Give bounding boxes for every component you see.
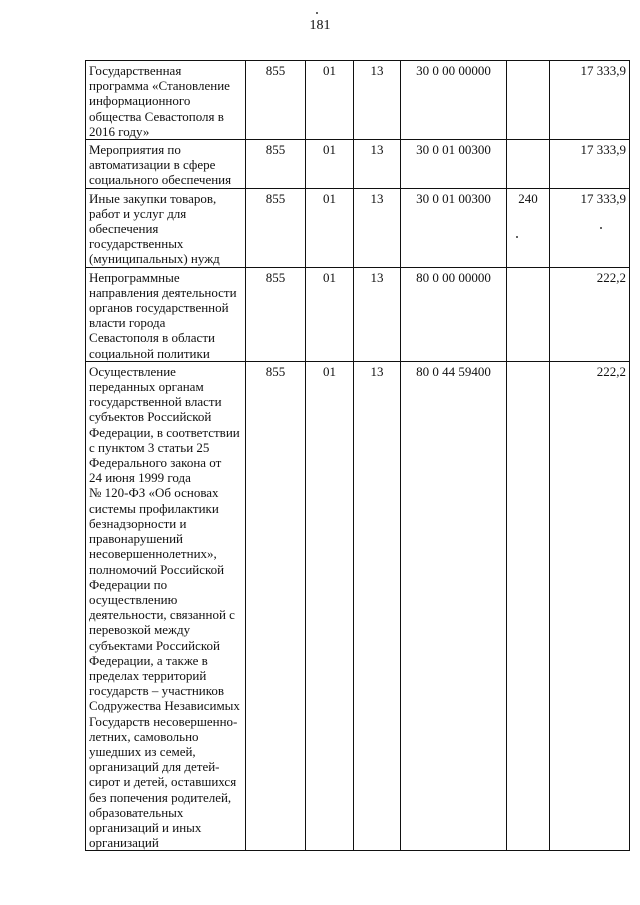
section-code: 01 (306, 61, 354, 140)
target-article-code: 80 0 44 59400 (401, 361, 507, 851)
row-name: Осуществление переданных органам государственной власти субъектов Российской Федерации, в соответствии с пунктом 3 статьи 25 Федерального закона от 24 июня 1999 года № 120-ФЗ «Об основах системы профилактики безнадзорности и правонарушений несовершеннолетних», полномочий Российской Федерации по осуществлению деятельности, связанной с перевозкой между субъектами Российской Федерации, а также в пределах территорий государств – участников Содружества Независимых Государств несовершенно- летних, самовольно ушедших из семей, организаций для детей- сирот и детей, оставшихся без попечения родителей, образовательных организаций и иных организаций (86, 361, 246, 851)
amount: 17 333,9 (550, 140, 630, 189)
section-code: 01 (306, 361, 354, 851)
subsection-code: 13 (354, 61, 401, 140)
table-row (86, 267, 630, 361)
subsection-code: 13 (354, 188, 401, 267)
ministry-code: 855 (246, 61, 306, 140)
subsection-code: 13 (354, 140, 401, 189)
scan-speck (600, 227, 602, 229)
target-article-code: 30 0 00 00000 (401, 61, 507, 140)
page-number: 181 (309, 18, 331, 33)
amount: 17 333,9 (550, 188, 630, 267)
expense-type-code (507, 267, 550, 361)
table-row (86, 61, 630, 140)
table-row (86, 188, 630, 267)
row-name: Мероприятия по автоматизации в сфере социального обеспечения (86, 140, 246, 189)
expense-type-code: 240 (507, 188, 550, 267)
row-name: Непрограммные направления деятельности органов государственной власти города Севастополя в области социальной политики (86, 267, 246, 361)
section-code: 01 (306, 267, 354, 361)
table-row (86, 140, 630, 189)
ministry-code: 855 (246, 140, 306, 189)
scan-speck (516, 236, 518, 238)
subsection-code: 13 (354, 267, 401, 361)
row-name: Государственная программа «Становление информационного общества Севастополя в 2016 году» (86, 61, 246, 140)
budget-table (85, 60, 630, 851)
expense-type-code (507, 61, 550, 140)
subsection-code: 13 (354, 361, 401, 851)
ministry-code: 855 (246, 361, 306, 851)
target-article-code: 80 0 00 00000 (401, 267, 507, 361)
scan-speck (316, 12, 318, 14)
amount: 222,2 (550, 361, 630, 851)
amount: 17 333,9 (550, 61, 630, 140)
table-row (86, 361, 630, 851)
amount: 222,2 (550, 267, 630, 361)
target-article-code: 30 0 01 00300 (401, 188, 507, 267)
row-name: Иные закупки товаров, работ и услуг для обеспечения государственных (муниципальных) нужд (86, 188, 246, 267)
expense-type-code (507, 140, 550, 189)
ministry-code: 855 (246, 267, 306, 361)
section-code: 01 (306, 140, 354, 189)
expense-type-code (507, 361, 550, 851)
ministry-code: 855 (246, 188, 306, 267)
target-article-code: 30 0 01 00300 (401, 140, 507, 189)
section-code: 01 (306, 188, 354, 267)
